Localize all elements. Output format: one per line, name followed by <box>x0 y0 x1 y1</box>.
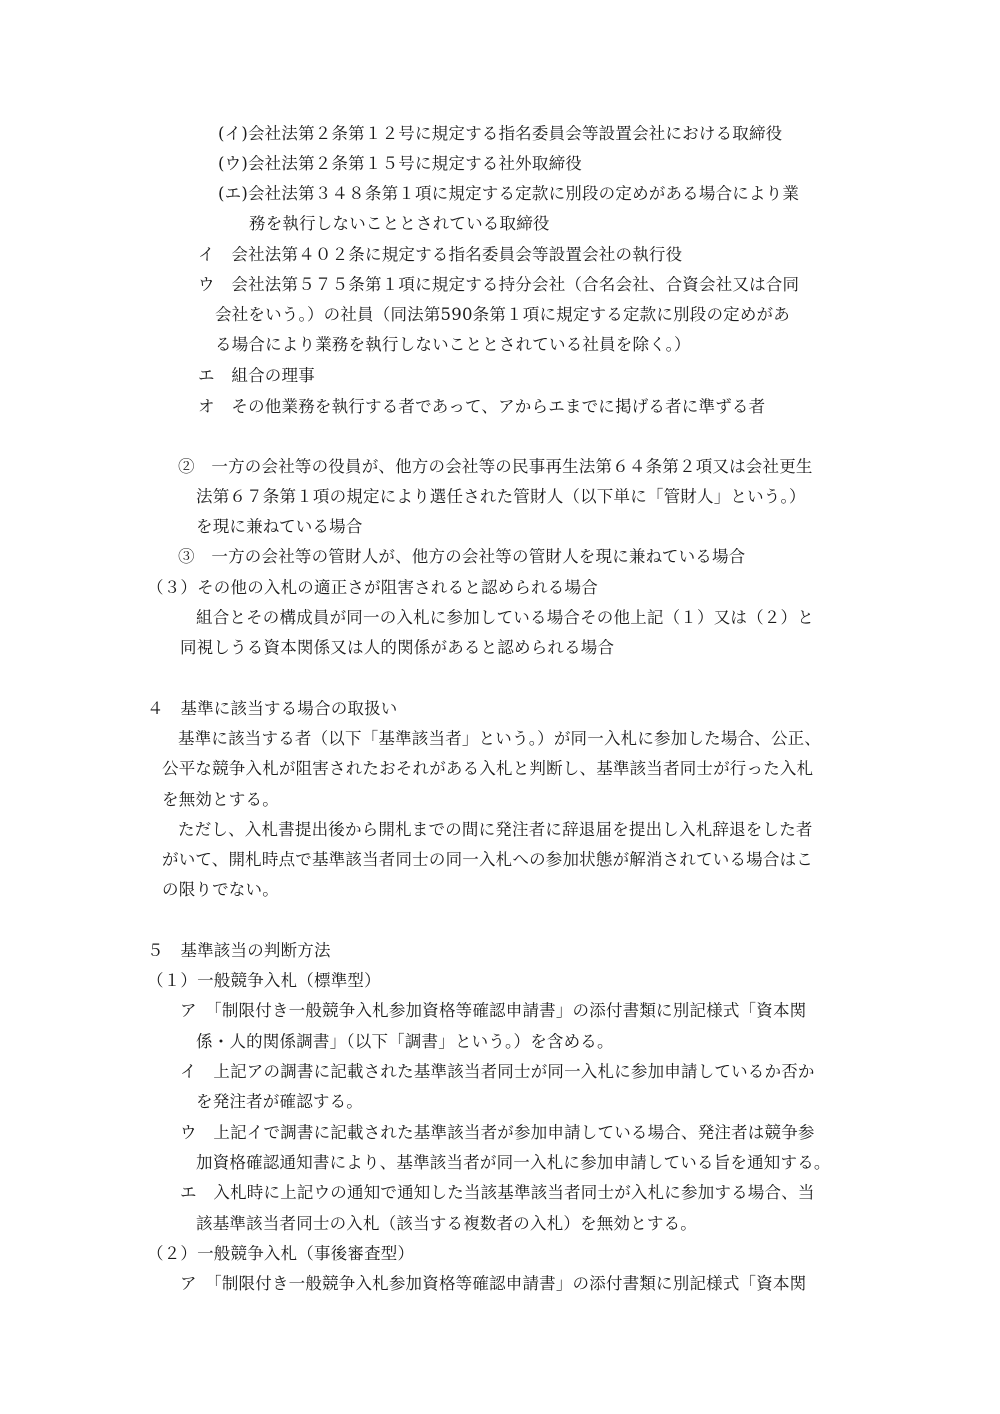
text-line: 加資格確認通知書により、基準該当者が同一入札に参加申請している旨を通知する。 <box>196 1153 831 1172</box>
text-line: 務を執行しないこととされている取締役 <box>249 214 550 233</box>
text-line: ただし、入札書提出後から開札までの間に発注者に辞退届を提出し入札辞退をした者 <box>178 820 813 839</box>
text-line: イ 上記アの調書に記載された基準該当者同士が同一入札に参加申請しているか否か <box>180 1062 815 1081</box>
text-line: の限りでない。 <box>162 880 279 899</box>
text-line: ② 一方の会社等の役員が、他方の会社等の民事再生法第６４条第２項又は会社更生 <box>178 457 813 476</box>
text-line: ウ 会社法第５７５条第１項に規定する持分会社（合名会社、合資会社又は合同 <box>198 275 800 294</box>
text-line: る場合により業務を執行しないこととされている社員を除く。） <box>215 335 691 354</box>
section-heading: ４ 基準に該当する場合の取扱い <box>147 699 398 718</box>
text-line: ア 「制限付き一般競争入札参加資格等確認申請書」の添付書類に別記様式「資本関 <box>180 1001 807 1020</box>
subsection-heading: （１）一般競争入札（標準型） <box>147 971 381 990</box>
text-line: 基準に該当する者（以下「基準該当者」という。）が同一入札に参加した場合、公正、 <box>178 729 822 748</box>
subsection-heading: （２）一般競争入札（事後審査型） <box>147 1244 415 1263</box>
text-line: イ 会社法第４０２条に規定する指名委員会等設置会社の執行役 <box>198 245 683 264</box>
text-line: を現に兼ねている場合 <box>196 517 363 536</box>
text-line: ③ 一方の会社等の管財人が、他方の会社等の管財人を現に兼ねている場合 <box>178 547 746 566</box>
text-line: （３）その他の入札の適正さが阻害されると認められる場合 <box>147 578 598 597</box>
text-line: (イ)会社法第２条第１２号に規定する指名委員会等設置会社における取締役 <box>218 124 783 143</box>
text-line: 組合とその構成員が同一の入札に参加している場合その他上記（１）又は（２）と <box>196 608 814 627</box>
text-line: 公平な競争入札が阻害されたおそれがある入札と判断し、基準該当者同士が行った入札 <box>162 759 814 778</box>
text-line: オ その他業務を執行する者であって、アからエまでに掲げる者に準ずる者 <box>198 397 766 416</box>
text-line: 係・人的関係調書」（以下「調書」という。）を含める。 <box>196 1032 614 1051</box>
text-line: を無効とする。 <box>162 790 279 809</box>
section-heading: ５ 基準該当の判断方法 <box>147 941 331 960</box>
text-line: ウ 上記イで調書に記載された基準該当者が参加申請している場合、発注者は競争参 <box>180 1123 815 1142</box>
text-line: エ 組合の理事 <box>198 366 315 385</box>
text-line: (エ)会社法第３４８条第１項に規定する定款に別段の定めがある場合により業 <box>218 184 800 203</box>
text-line: 法第６７条第１項の規定により選任された管財人（以下単に「管財人」という。） <box>196 487 806 506</box>
text-line: 該基準該当者同士の入札（該当する複数者の入札）を無効とする。 <box>196 1214 697 1233</box>
text-line: (ウ)会社法第２条第１５号に規定する社外取締役 <box>218 154 582 173</box>
text-line: 会社をいう。）の社員（同法第590条第１項に規定する定款に別段の定めがあ <box>215 305 790 324</box>
text-line: エ 入札時に上記ウの通知で通知した当該基準該当者同士が入札に参加する場合、当 <box>180 1183 815 1202</box>
text-line: を発注者が確認する。 <box>196 1092 363 1111</box>
text-line: 同視しうる資本関係又は人的関係があると認められる場合 <box>180 638 615 657</box>
text-line: がいて、開札時点で基準該当者同士の同一入札への参加状態が解消されている場合はこ <box>162 850 813 869</box>
text-line: ア 「制限付き一般競争入札参加資格等確認申請書」の添付書類に別記様式「資本関 <box>180 1274 807 1293</box>
